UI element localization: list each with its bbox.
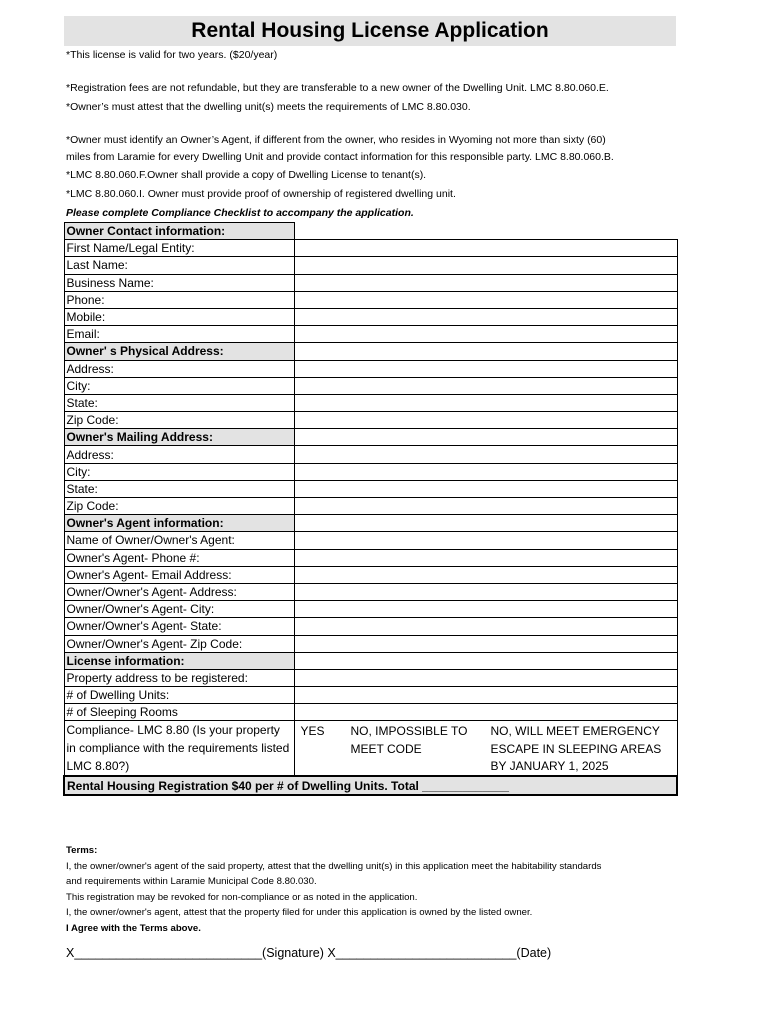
note-valid: *This license is valid for two years. ($20/year) bbox=[66, 49, 278, 61]
compliance-label: Compliance- LMC 8.80 (Is your property in compliance with the requirements listed LMC 8.80?) bbox=[64, 721, 294, 777]
property-address-label: Property address to be registered: bbox=[64, 669, 294, 686]
mailing-address-field[interactable] bbox=[294, 446, 677, 463]
sleeping-rooms-label: # of Sleeping Rooms bbox=[64, 704, 294, 721]
property-address-field[interactable] bbox=[294, 669, 677, 686]
mailing-address-header: Owner's Mailing Address: bbox=[64, 429, 294, 446]
physical-state-label: State: bbox=[64, 394, 294, 411]
sleeping-rooms-field[interactable] bbox=[294, 704, 677, 721]
section-spacer bbox=[294, 343, 677, 360]
license-info-header: License information: bbox=[64, 652, 294, 669]
first-name-field[interactable] bbox=[294, 240, 677, 257]
physical-zip-label: Zip Code: bbox=[64, 412, 294, 429]
agent-email-field[interactable] bbox=[294, 566, 677, 583]
agent-state-label: Owner/Owner's Agent- State: bbox=[64, 618, 294, 635]
signature-date-line[interactable]: X___________________________(Signature) X__________________________(Date) bbox=[66, 946, 552, 960]
note-copy: *LMC 8.80.060.F.Owner shall provide a copy of Dwelling License to tenant(s). bbox=[66, 169, 427, 181]
mailing-city-label: City: bbox=[64, 463, 294, 480]
physical-city-label: City: bbox=[64, 377, 294, 394]
dwelling-units-field[interactable] bbox=[294, 687, 677, 704]
application-form bbox=[63, 222, 678, 796]
note-agent-line2: miles from Laramie for every Dwelling Unit and provide contact information for this responsible party. LMC 8.80.060.B. bbox=[66, 151, 614, 163]
agent-state-field[interactable] bbox=[294, 618, 677, 635]
terms-line4: I, the owner/owner's agent, attest that the property filed for under this application is owned by the listed owner. bbox=[66, 907, 533, 918]
note-fees: *Registration fees are not refundable, but they are transferable to a new owner of the Dwelling Unit. LMC 8.80.060.E. bbox=[66, 82, 609, 94]
physical-address-header: Owner' s Physical Address: bbox=[64, 343, 294, 360]
note-agent-line1: *Owner must identify an Owner’s Agent, if different from the owner, who resides in Wyoming not more than sixty (60) bbox=[66, 134, 606, 146]
phone-field[interactable] bbox=[294, 291, 677, 308]
mailing-zip-label: Zip Code: bbox=[64, 498, 294, 515]
physical-state-field[interactable] bbox=[294, 394, 677, 411]
mailing-state-field[interactable] bbox=[294, 480, 677, 497]
note-attest: *Owner’s must attest that the dwelling unit(s) meets the requirements of LMC 8.80.030. bbox=[66, 101, 471, 113]
dwelling-units-label: # of Dwelling Units: bbox=[64, 687, 294, 704]
physical-city-field[interactable] bbox=[294, 377, 677, 394]
terms-agree: I Agree with the Terms above. bbox=[66, 922, 201, 934]
registration-total: Rental Housing Registration $40 per # of Dwelling Units. Total _____________ bbox=[64, 776, 677, 794]
first-name-label: First Name/Legal Entity: bbox=[64, 240, 294, 257]
agent-city-field[interactable] bbox=[294, 601, 677, 618]
owner-contact-header: Owner Contact information: bbox=[64, 223, 294, 240]
agent-name-label: Name of Owner/Owner's Agent: bbox=[64, 532, 294, 549]
last-name-label: Last Name: bbox=[64, 257, 294, 274]
note-checklist: Please complete Compliance Checklist to accompany the application. bbox=[66, 207, 414, 219]
terms-line2: and requirements within Laramie Municipal Code 8.80.030. bbox=[66, 876, 317, 887]
agent-address-field[interactable] bbox=[294, 583, 677, 600]
agent-zip-field[interactable] bbox=[294, 635, 677, 652]
option-no-will-meet[interactable]: NO, WILL MEET EMERGENCY ESCAPE IN SLEEPING AREAS BY JANUARY 1, 2025 bbox=[490, 724, 662, 774]
agent-city-label: Owner/Owner's Agent- City: bbox=[64, 601, 294, 618]
terms-line1: I, the owner/owner's agent of the said property, attest that the dwelling unit(s) in this application meet the habitability standards bbox=[66, 860, 602, 872]
mobile-label: Mobile: bbox=[64, 308, 294, 325]
phone-label: Phone: bbox=[64, 291, 294, 308]
terms-heading: Terms: bbox=[66, 845, 98, 856]
business-name-label: Business Name: bbox=[64, 274, 294, 291]
last-name-field[interactable] bbox=[294, 257, 677, 274]
mailing-zip-field[interactable] bbox=[294, 498, 677, 515]
business-name-field[interactable] bbox=[294, 274, 677, 291]
option-no-impossible[interactable]: NO, IMPOSSIBLE TO MEET CODE bbox=[350, 724, 468, 756]
form-title: Rental Housing License Application bbox=[64, 16, 676, 46]
agent-info-header: Owner's Agent information: bbox=[64, 515, 294, 532]
mailing-city-field[interactable] bbox=[294, 463, 677, 480]
section-spacer bbox=[294, 429, 677, 446]
agent-phone-field[interactable] bbox=[294, 549, 677, 566]
note-proof: *LMC 8.80.060.I. Owner must provide proof of ownership of registered dwelling unit. bbox=[66, 188, 456, 200]
header-spacer bbox=[294, 223, 677, 240]
agent-address-label: Owner/Owner's Agent- Address: bbox=[64, 583, 294, 600]
physical-address-label: Address: bbox=[64, 360, 294, 377]
physical-zip-field[interactable] bbox=[294, 412, 677, 429]
section-spacer bbox=[294, 652, 677, 669]
email-field[interactable] bbox=[294, 326, 677, 343]
physical-address-field[interactable] bbox=[294, 360, 677, 377]
mailing-address-label: Address: bbox=[64, 446, 294, 463]
compliance-options[interactable] bbox=[294, 721, 677, 777]
agent-zip-label: Owner/Owner's Agent- Zip Code: bbox=[64, 635, 294, 652]
mobile-field[interactable] bbox=[294, 308, 677, 325]
agent-phone-label: Owner's Agent- Phone #: bbox=[64, 549, 294, 566]
mailing-state-label: State: bbox=[64, 480, 294, 497]
agent-name-field[interactable] bbox=[294, 532, 677, 549]
email-label: Email: bbox=[64, 326, 294, 343]
terms-line3: This registration may be revoked for non-compliance or as noted in the application. bbox=[66, 891, 418, 903]
option-yes[interactable]: YES bbox=[300, 724, 325, 739]
section-spacer bbox=[294, 515, 677, 532]
agent-email-label: Owner's Agent- Email Address: bbox=[64, 566, 294, 583]
terms-section bbox=[66, 843, 676, 936]
